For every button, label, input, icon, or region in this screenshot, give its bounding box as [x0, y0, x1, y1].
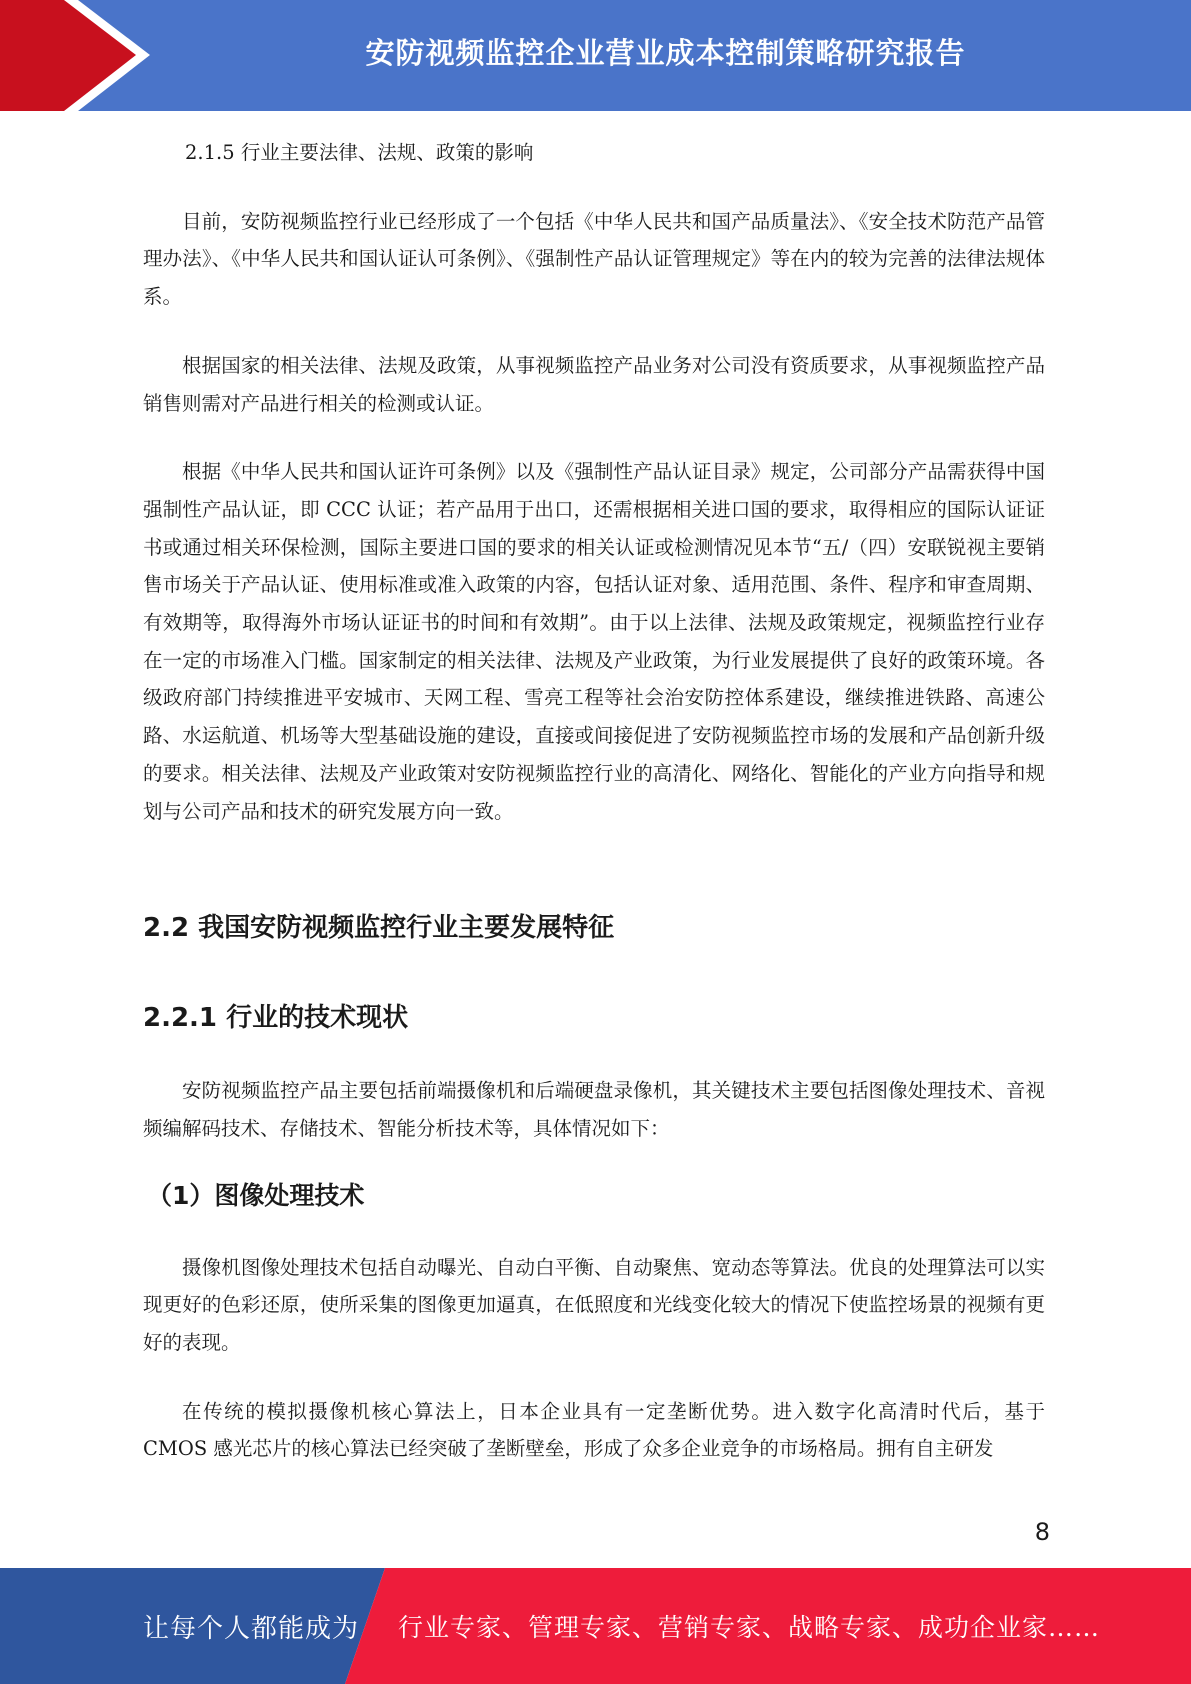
- page-number: 8: [1034, 1518, 1050, 1546]
- paragraph: 根据国家的相关法律、法规及政策，从事视频监控产品业务对公司没有资质要求，从事视频监控产品销售则需对产品进行相关的检测或认证。: [143, 353, 1045, 415]
- paragraph: 安防视频监控产品主要包括前端摄像机和后端硬盘录像机，其关键技术主要包括图像处理技术、音视频编解码技术、存储技术、智能分析技术等，具体情况如下：: [143, 1079, 1045, 1140]
- subsection-1-heading: （1）图像处理技术: [147, 1180, 365, 1210]
- paragraph: 根据《中华人民共和国认证许可条例》以及《强制性产品认证目录》规定，公司部分产品需获得中国强制性产品认证，即 CCC 认证；若产品用于出口，还需根据相关进口国的要求，取得相应的国际认证证书或通过相关环保检测，国际主要进口国的要求的相关认证或检测情况见本节“五/（四）安联锐视主要销售市场关于产品认证、使用标准或准入政策的内容，包括认证对象、适用范围、条件、程序和审查周期、有效期等，取得海外市场认证证书的时间和有效期”。由于以上法律、法规及政策规定，视频监控行业存在一定的市场准入门槛。国家制定的相关法律、法规及产业政策，为行业发展提供了良好的政策环境。各级政府部门持续推进平安城市、天网工程、雪亮工程等社会治安防控体系建设，继续推进铁路、高速公路、水运航道、机场等大型基础设施的建设，直接或间接促进了安防视频监控市场的发展和产品创新升级的要求。相关法律、法规及产业政策对安防视频监控行业的高清化、网络化、智能化的产业方向指导和规划与公司产品和技术的研究发展方向一致。: [143, 460, 1045, 823]
- paragraph: 在传统的模拟摄像机核心算法上，日本企业具有一定垄断优势。进入数字化高清时代后，基于 CMOS 感光芯片的核心算法已经突破了垄断壁垒，形成了众多企业竞争的市场格局。拥有自主研发: [143, 1399, 1045, 1461]
- footer-slogan-left: 让每个人都能成为: [143, 1613, 360, 1644]
- paragraph: 摄像机图像处理技术包括自动曝光、自动白平衡、自动聚焦、宽动态等算法。优良的处理算法可以实现更好的色彩还原，使所采集的图像更加逼真，在低照度和光线变化较大的情况下使监控场景的视频有更好的表现。: [143, 1255, 1045, 1355]
- section-2-2-1-heading: 2.2.1 行业的技术现状: [143, 1003, 409, 1034]
- page-content: [143, 134, 1045, 1468]
- page-header: [0, 0, 1191, 111]
- footer-slogan-right: 行业专家、管理专家、营销专家、战略专家、成功企业家……: [398, 1613, 1101, 1642]
- page-footer: [0, 1568, 1191, 1684]
- paragraph: 目前，安防视频监控行业已经形成了一个包括《中华人民共和国产品质量法》、《安全技术防范产品管理办法》、《中华人民共和国认证认可条例》、《强制性产品认证管理规定》等在内的较为完善的法律法规体系。: [143, 209, 1045, 309]
- section-2-1-5-heading: 2.1.5 行业主要法律、法规、政策的影响: [185, 141, 534, 164]
- report-title: 安防视频监控企业营业成本控制策略研究报告: [365, 36, 966, 70]
- section-2-2-heading: 2.2 我国安防视频监控行业主要发展特征: [143, 913, 615, 944]
